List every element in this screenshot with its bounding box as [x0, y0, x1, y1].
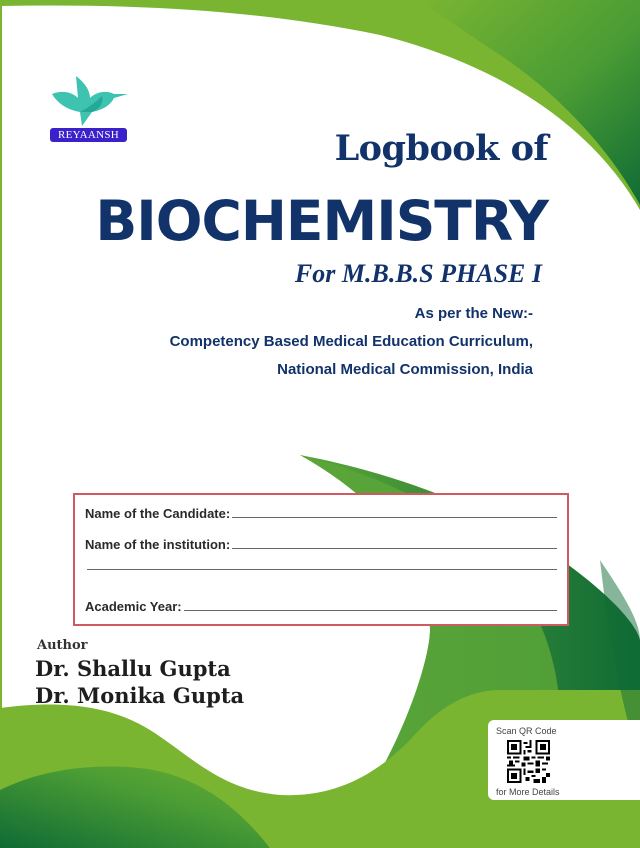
candidate-name-label: Name of the Candidate:: [85, 506, 231, 521]
academic-year-line[interactable]: [184, 609, 557, 611]
curriculum-block: [170, 300, 533, 384]
author-label: Author: [37, 638, 88, 653]
institution-name-line[interactable]: [232, 547, 557, 549]
hummingbird-icon: [50, 72, 130, 128]
academic-year-label: Academic Year:: [85, 599, 182, 614]
title-line-2: BIOCHEMISTRY: [95, 189, 548, 253]
institution-name-label: Name of the institution:: [85, 537, 231, 552]
subtitle: For M.B.B.S PHASE I: [294, 259, 542, 288]
title-line-1: Logbook of: [334, 128, 548, 169]
institution-continuation-line[interactable]: [87, 568, 557, 570]
qr-code-panel[interactable]: [488, 720, 640, 800]
candidate-details-form: [73, 493, 569, 626]
qr-bottom-text: for More Details: [496, 787, 560, 797]
curriculum-line-2: National Medical Commission, India: [277, 361, 533, 378]
publisher-name-badge: REYAANSH: [50, 128, 127, 142]
academic-year-field[interactable]: [85, 599, 557, 614]
institution-name-field[interactable]: [85, 537, 557, 552]
curriculum-intro: As per the New:-: [414, 305, 533, 322]
qr-top-text: Scan QR Code: [496, 726, 557, 736]
publisher-logo: [48, 72, 128, 128]
author-name-1: Dr. Shallu Gupta: [35, 656, 231, 681]
author-name-2: Dr. Monika Gupta: [35, 683, 245, 708]
institution-name-continuation-field[interactable]: [85, 568, 557, 573]
candidate-name-field[interactable]: [85, 506, 557, 521]
candidate-name-line[interactable]: [232, 516, 557, 518]
curriculum-line-1: Competency Based Medical Education Curriculum,: [169, 333, 533, 350]
qr-code-icon[interactable]: [507, 740, 550, 783]
